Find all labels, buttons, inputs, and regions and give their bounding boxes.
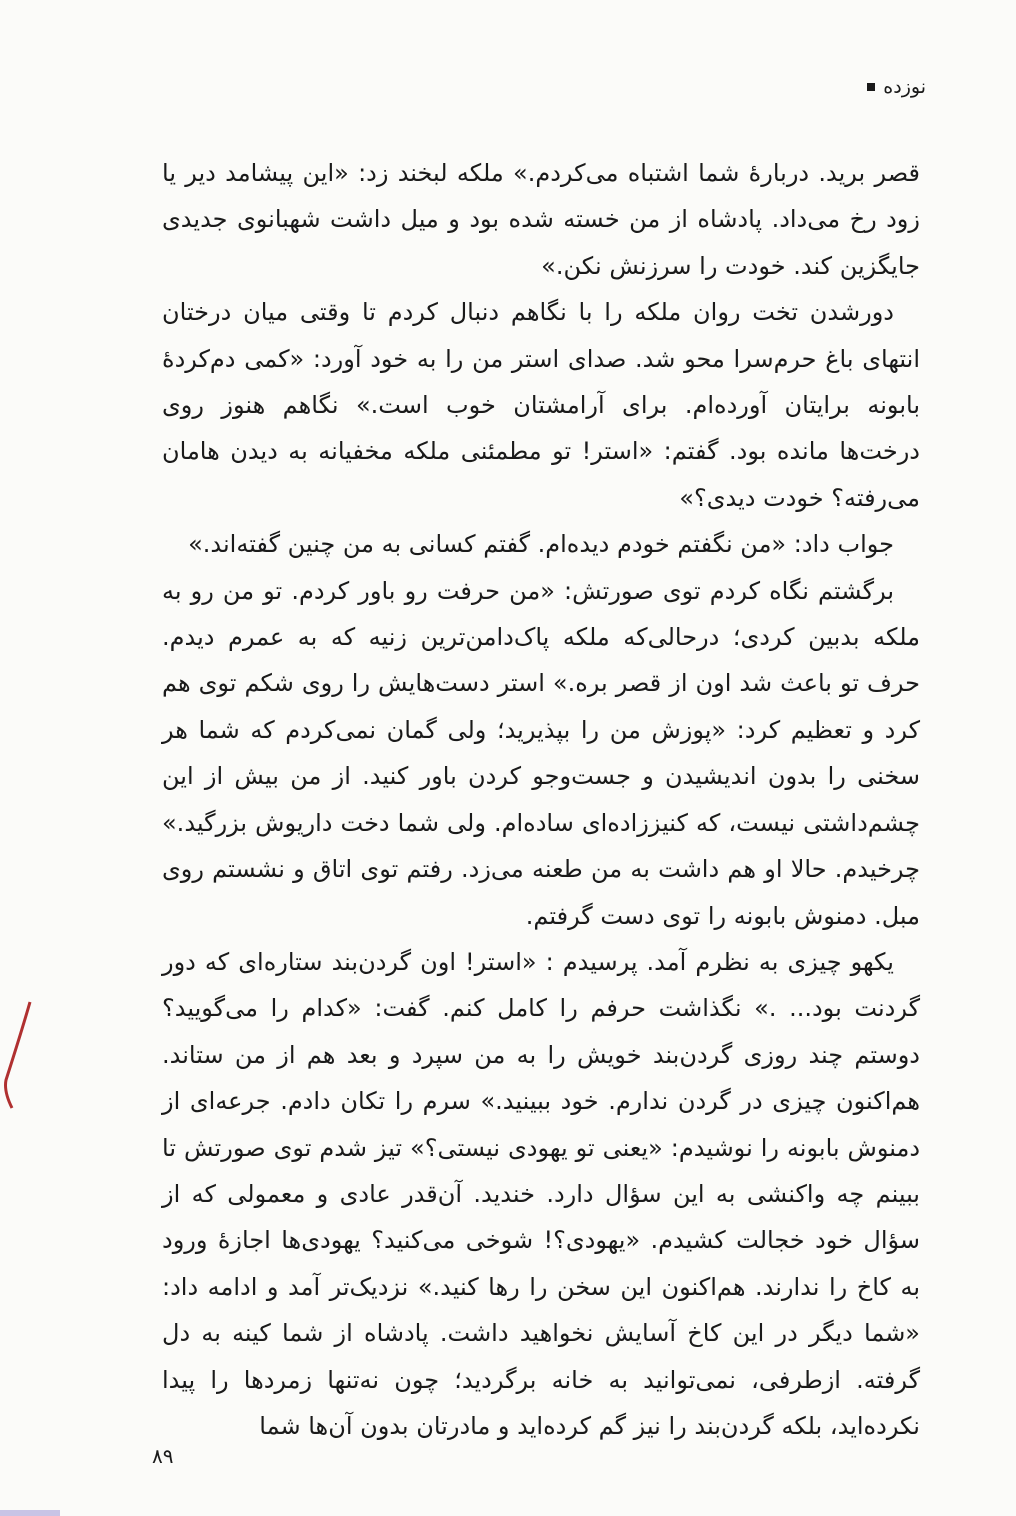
paragraph: جواب داد: «من نگفتم خودم دیده‌ام. گفتم کسانی به من چنین گفته‌اند.»: [188, 530, 894, 559]
page-number: ۸۹: [152, 1444, 174, 1468]
body-text: [162, 150, 920, 1449]
paragraph: برگشتم نگاه کردم توی صورتش: «من حرفت رو باور کردم. تو من رو به ملکه بدبین کردی؛ درحالی‌که ملکه پاک‌دامن‌ترین زنیه که به عمرم دیدم. حرف تو باعث شد اون از قصر بره.» استر دست‌هایش را روی شکم توی هم کرد و تعظیم کرد: «پوزش من را بپذیرید؛ ولی گمان نمی‌کردم که شما هر سخنی را بدون اندیشیدن و جست‌وجو کردن باور کنید. از من بیش از این چشم‌داشتی نیست، که کنیززاده‌ای ساده‌ام. ولی شما دخت داریوش بزرگید.» چرخیدم. حالا او هم داشت به من طعنه می‌زد. رفتم توی اتاق و نشستم روی مبل. دمنوش بابونه را توی دست گرفتم.: [162, 576, 920, 930]
paragraph: قصر برید. دربارهٔ شما اشتباه می‌کردم.» ملکه لبخند زد: «این پیشامد دیر یا زود رخ می‌داد. پادشاه از من خسته شده بود و میل داشت شهبانوی جدیدی جایگزین کند. خودت را سرزنش نکن.»: [162, 159, 920, 280]
page-edge-tint: [0, 1510, 60, 1516]
paragraph: یکهو چیزی به نظرم آمد. پرسیدم : «استر! اون گردن‌بند ستاره‌ای که دور گردنت بود... .» نگذاشت حرفم را کامل کنم. گفت: «کدام را می‌گویید؟ دوستم چند روزی گردن‌بند خویش را به من سپرد و بعد هم از من ستاند. هم‌اکنون چیزی در گردن ندارم. خود ببینید.» سرم را تکان دادم. جرعه‌ای از دمنوش بابونه را نوشیدم: «یعنی تو یهودی نیستی؟» تیز شدم توی صورتش تا ببینم چه واکنشی به این سؤال دارد. خندید. آن‌قدر عادی و معمولی که از سؤال خود خجالت کشیدم. «یهودی؟! شوخی می‌کنید؟ یهودی‌ها اجازهٔ ورود به کاخ را ندارند. هم‌اکنون این سخن را رها کنید.» نزدیک‌تر آمد و ادامه داد: «شما دیگر در این کاخ آسایش نخواهید داشت. پادشاه از شما کینه به دل گرفته. ازطرفی، نمی‌توانید به خانه برگردید؛ چون نه‌تنها زمردها را پیدا نکرده‌اید، بلکه گردن‌بند را نیز گم کرده‌اید و مادرتان بدون آن‌ها شما: [162, 947, 920, 1440]
paragraph: دورشدن تخت روان ملکه را با نگاهم دنبال کردم تا وقتی میان درختان انتهای باغ حرم‌سرا محو شد. صدای استر من را به خود آورد: «کمی دم‌کردهٔ بابونه برایتان آورده‌ام. برای آرامشتان خوب است.» نگاهم هنوز روی درخت‌ها مانده بود. گفتم: «استر! تو مطمئنی ملکه مخفیانه به دیدن هامان می‌رفته؟ خودت دیدی؟»: [162, 298, 920, 512]
running-title: نوزده: [883, 76, 926, 98]
square-bullet-icon: [867, 83, 875, 91]
page-edge-mark: [0, 1000, 34, 1110]
running-head: [867, 76, 926, 98]
